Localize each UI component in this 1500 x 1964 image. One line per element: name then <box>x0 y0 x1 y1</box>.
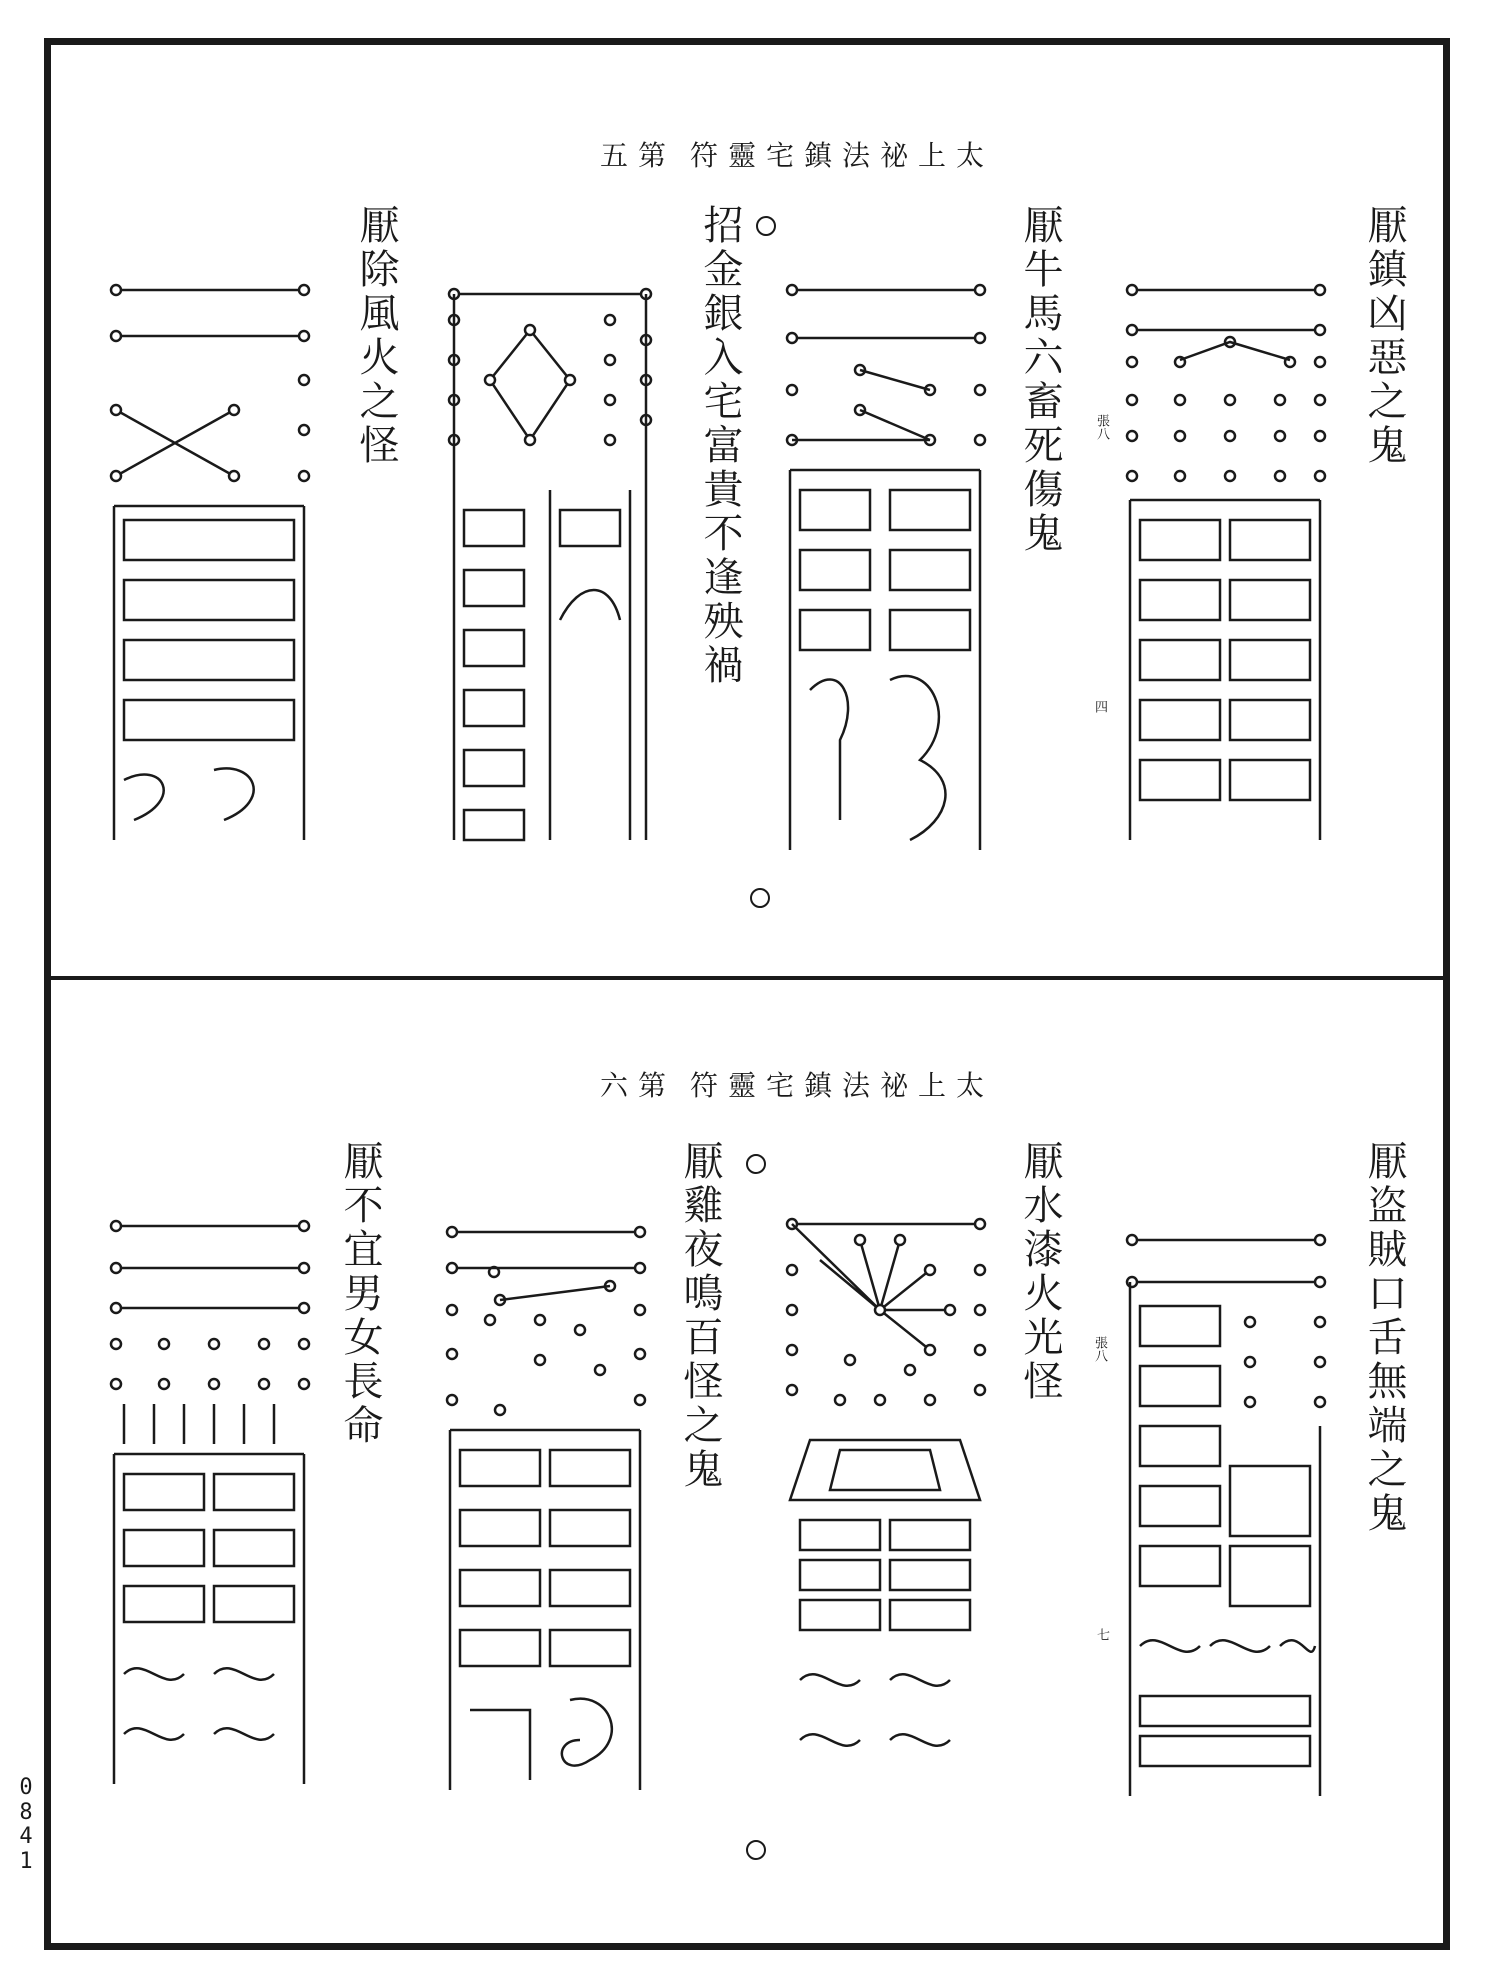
top-talisman-1 <box>1120 280 1340 860</box>
bottom-talisman-3 <box>440 1220 660 1810</box>
top-talisman-2 <box>780 280 1000 860</box>
bottom-marker-zhang: 張八 <box>1092 1336 1107 1362</box>
bottom-marker-num: 七 <box>1094 1628 1109 1641</box>
top-caption-4: 厭除風火之怪 <box>353 204 399 468</box>
page-number: 0841 <box>19 1775 33 1874</box>
panel-divider <box>44 976 1450 980</box>
top-talisman-4 <box>104 280 324 860</box>
top-marker-num: 四 <box>1092 700 1107 713</box>
bottom-header-title: 太上祕法鎮宅靈符 <box>690 1069 995 1102</box>
bottom-header-section: 第六 <box>599 1069 676 1102</box>
bottom-caption-2: 厭水漆火光怪 <box>1017 1140 1063 1404</box>
bottom-talisman-4 <box>104 1214 324 1814</box>
top-ring-lower <box>750 888 770 908</box>
bottom-ring-lower <box>746 1840 766 1860</box>
top-caption-2: 厭牛馬六畜死傷鬼 <box>1017 204 1063 556</box>
top-marker-zhang: 張八 <box>1094 414 1109 440</box>
top-caption-3: 招金銀入宅富貴不逢殃禍 <box>697 204 743 688</box>
top-caption-1: 厭鎮凶惡之鬼 <box>1361 204 1407 468</box>
top-talisman-3 <box>440 280 660 860</box>
top-header-title: 太上祕法鎮宅靈符 <box>690 139 995 172</box>
bottom-caption-1: 厭盗賊口舌無端之鬼 <box>1361 1140 1407 1536</box>
bottom-talisman-2 <box>780 1210 1000 1810</box>
top-ring-upper <box>756 216 776 236</box>
bottom-ring-upper <box>746 1154 766 1174</box>
top-header-section: 第五 <box>599 139 676 172</box>
bottom-caption-3: 厭雞夜鳴百怪之鬼 <box>677 1140 723 1492</box>
bottom-caption-4: 厭不宜男女長命 <box>337 1140 383 1448</box>
bottom-talisman-1 <box>1120 1226 1340 1806</box>
